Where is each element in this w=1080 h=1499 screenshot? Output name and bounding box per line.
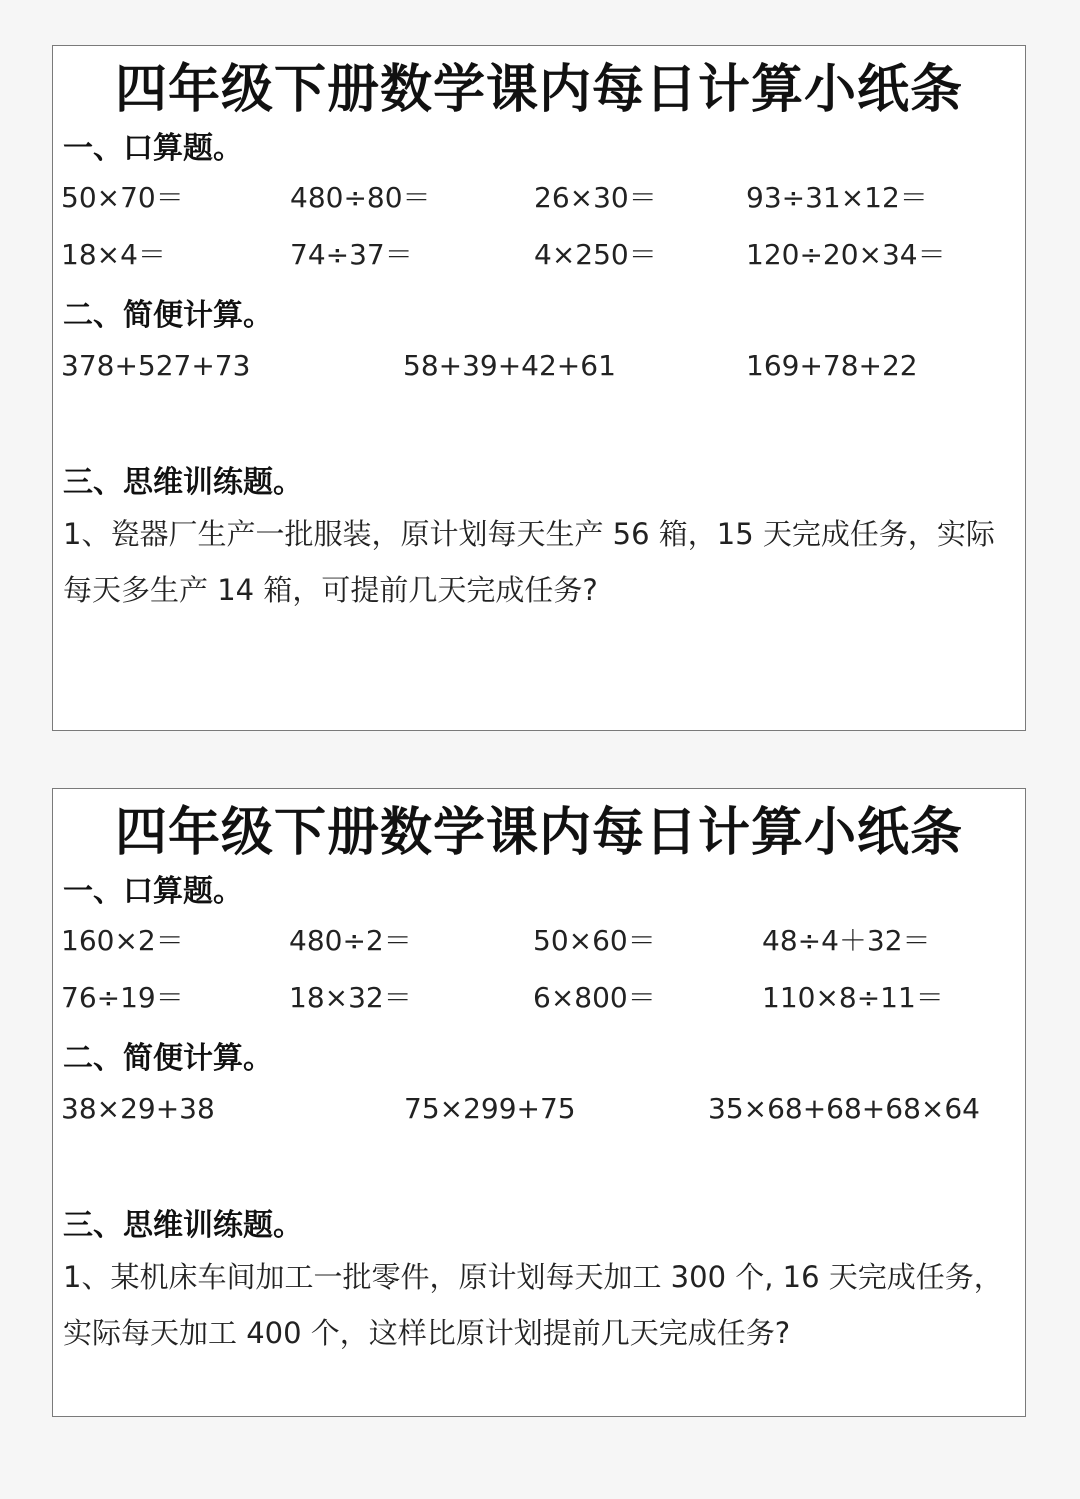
simplify-problem: 169+78+22 [746, 349, 918, 382]
oral-problem: 120÷20×34＝ [746, 238, 946, 271]
oral-problem: 76÷19＝ [61, 981, 184, 1014]
oral-problem: 50×60＝ [533, 924, 656, 957]
oral-problem: 6×800＝ [533, 981, 656, 1014]
worksheet-title: 四年级下册数学课内每日计算小纸条 [114, 60, 963, 120]
section-simplify-heading: 二、简便计算。 [63, 1041, 273, 1076]
oral-problem: 26×30＝ [534, 181, 657, 214]
worksheet-title: 四年级下册数学课内每日计算小纸条 [114, 803, 963, 863]
section-thinking-heading: 三、思维训练题。 [63, 465, 303, 500]
simplify-problem: 58+39+42+61 [403, 349, 616, 382]
oral-problem: 110×8÷11＝ [762, 981, 944, 1014]
oral-problem: 4×250＝ [534, 238, 657, 271]
oral-problem: 160×2＝ [61, 924, 184, 957]
oral-problem: 74÷37＝ [290, 238, 413, 271]
oral-problem: 48÷4＋32＝ [762, 924, 931, 957]
oral-problem: 18×4＝ [61, 238, 166, 271]
simplify-problem: 378+527+73 [61, 349, 251, 382]
simplify-problem: 38×29+38 [61, 1092, 215, 1125]
section-oral-calc-heading: 一、口算题。 [63, 874, 243, 909]
section-thinking-heading: 三、思维训练题。 [63, 1208, 303, 1243]
worksheet-card-1 [52, 45, 1026, 731]
section-simplify-heading: 二、简便计算。 [63, 298, 273, 333]
word-problem: 1、某机床车间加工一批零件，原计划每天加工 300 个, 16 天完成任务，实际每天加工 400 个，这样比原计划提前几天完成任务? [63, 1260, 1003, 1350]
oral-problem: 18×32＝ [289, 981, 412, 1014]
oral-problem: 480÷80＝ [290, 181, 431, 214]
section-oral-calc-heading: 一、口算题。 [63, 131, 243, 166]
oral-problem: 50×70＝ [61, 181, 184, 214]
worksheet-card-2 [52, 788, 1026, 1417]
word-problem: 1、瓷器厂生产一批服装，原计划每天生产 56 箱，15 天完成任务，实际每天多生产 14 箱，可提前几天完成任务? [63, 517, 995, 607]
oral-problem: 480÷2＝ [289, 924, 412, 957]
simplify-problem: 35×68+68+68×64 [708, 1092, 980, 1125]
oral-problem: 93÷31×12＝ [746, 181, 928, 214]
simplify-problem: 75×299+75 [404, 1092, 576, 1125]
